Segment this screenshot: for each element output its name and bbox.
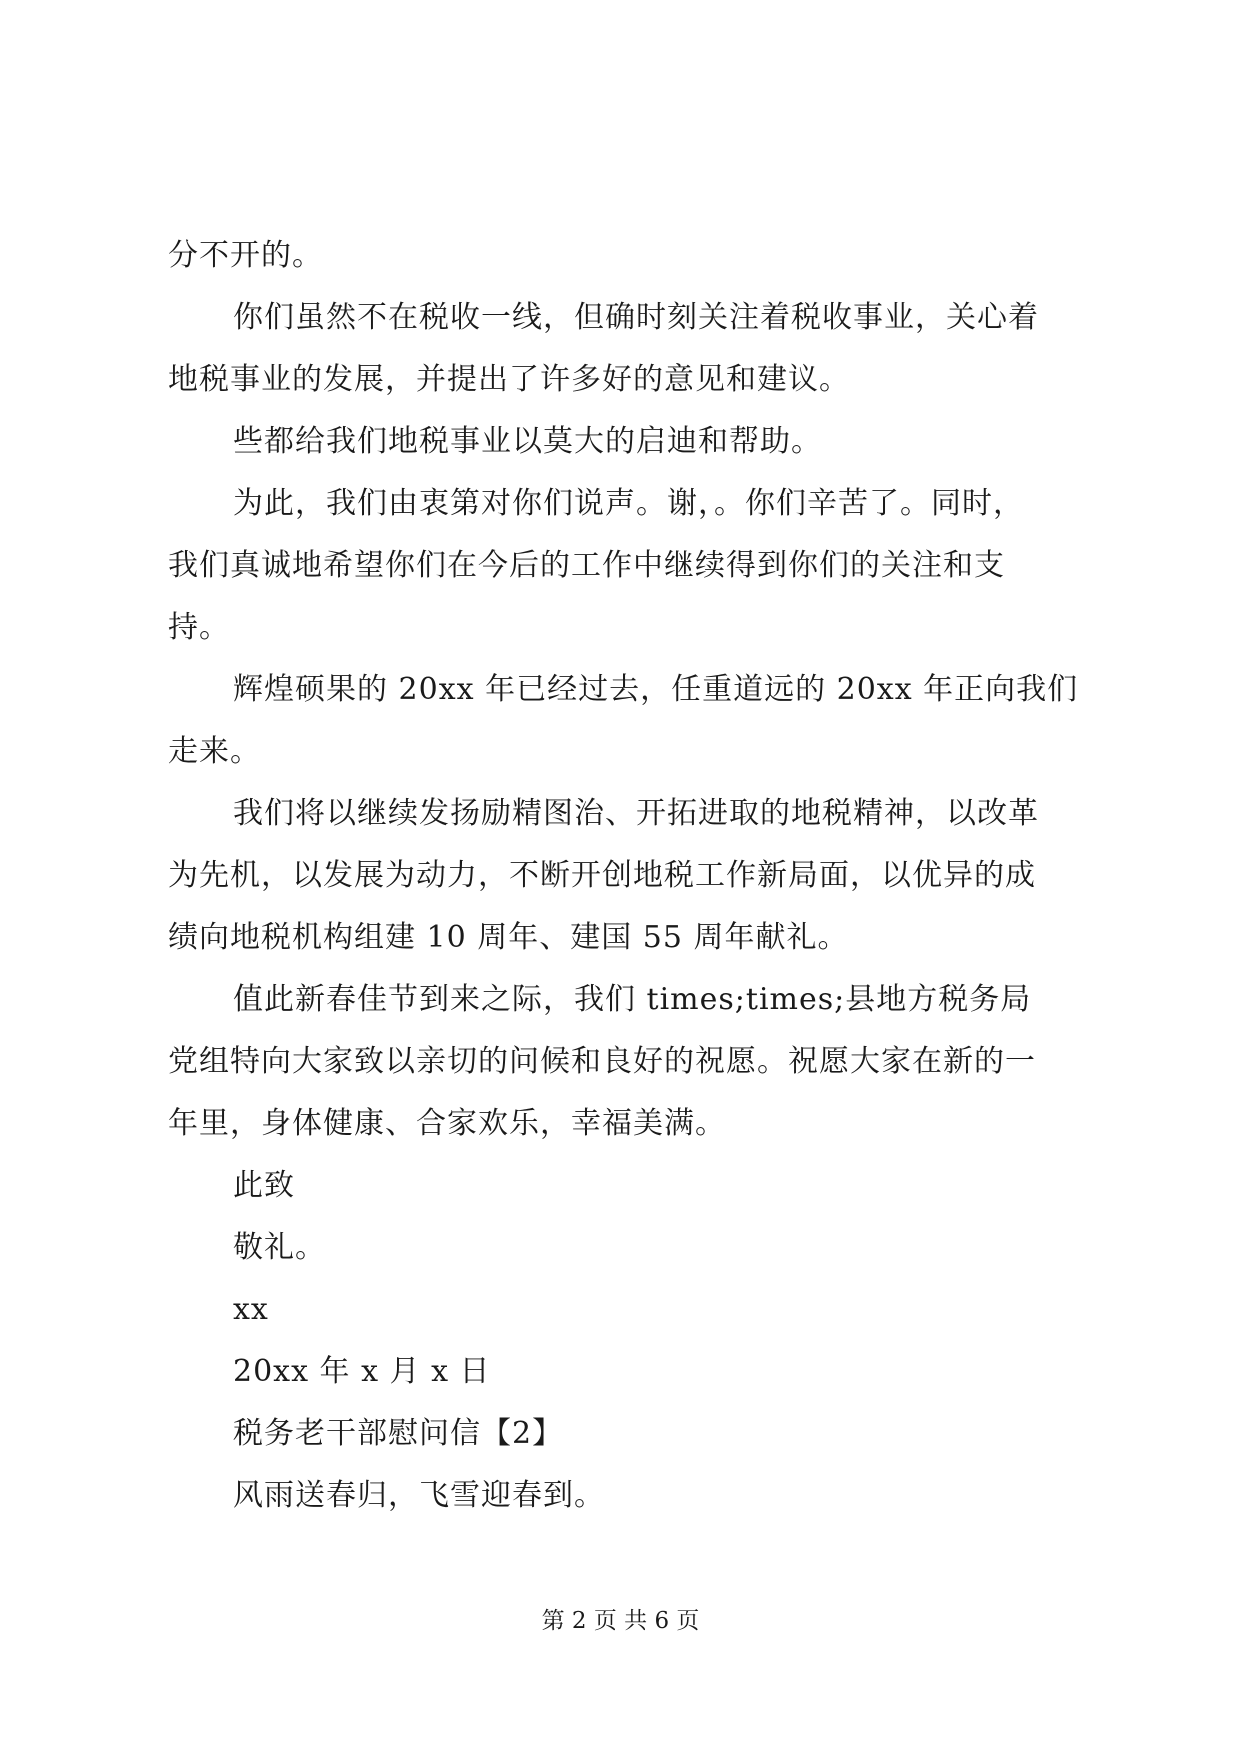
page-number-footer: 第 2 页 共 6 页: [541, 1608, 700, 1634]
closing-salutation: 此致: [233, 1168, 295, 1203]
text-line: 党组特向大家致以亲切的问候和良好的祝愿。祝愿大家在新的一: [168, 1044, 1036, 1079]
section-title: 税务老干部慰问信【2】: [233, 1416, 564, 1451]
text-line: 年里，身体健康、合家欢乐，幸福美满。: [168, 1106, 726, 1141]
text-line: 绩向地税机构组建 10 周年、建国 55 周年献礼。: [168, 920, 849, 955]
text-line: 辉煌硕果的 20xx 年已经过去，任重道远的 20xx 年正向我们: [233, 672, 1079, 707]
text-line: 风雨送春归，飞雪迎春到。: [233, 1478, 605, 1513]
text-line: 你们虽然不在税收一线，但确时刻关注着税收事业，关心着: [233, 300, 1039, 335]
text-line: 地税事业的发展，并提出了许多好的意见和建议。: [168, 362, 850, 397]
signature-date: 20xx 年 x 月 x 日: [233, 1354, 491, 1389]
text-line: 走来。: [168, 734, 261, 769]
document-body: [168, 225, 1083, 1527]
text-line: 些都给我们地税事业以莫大的启迪和帮助。: [233, 424, 822, 459]
text-line: 为先机，以发展为动力，不断开创地税工作新局面，以优异的成: [168, 858, 1036, 893]
text-line: 分不开的。: [168, 238, 323, 273]
text-line: 持。: [168, 610, 230, 645]
text-line: 值此新春佳节到来之际，我们 times;times;县地方税务局: [233, 982, 1032, 1017]
signature-name: xx: [233, 1292, 269, 1327]
closing-regards: 敬礼。: [233, 1230, 326, 1265]
text-line: 我们真诚地希望你们在今后的工作中继续得到你们的关注和支: [168, 548, 1005, 583]
text-line: 为此，我们由衷第对你们说声。谢，。你们辛苦了。同时，: [233, 486, 1024, 521]
text-line: 我们将以继续发扬励精图治、开拓进取的地税精神，以改革: [233, 796, 1039, 831]
